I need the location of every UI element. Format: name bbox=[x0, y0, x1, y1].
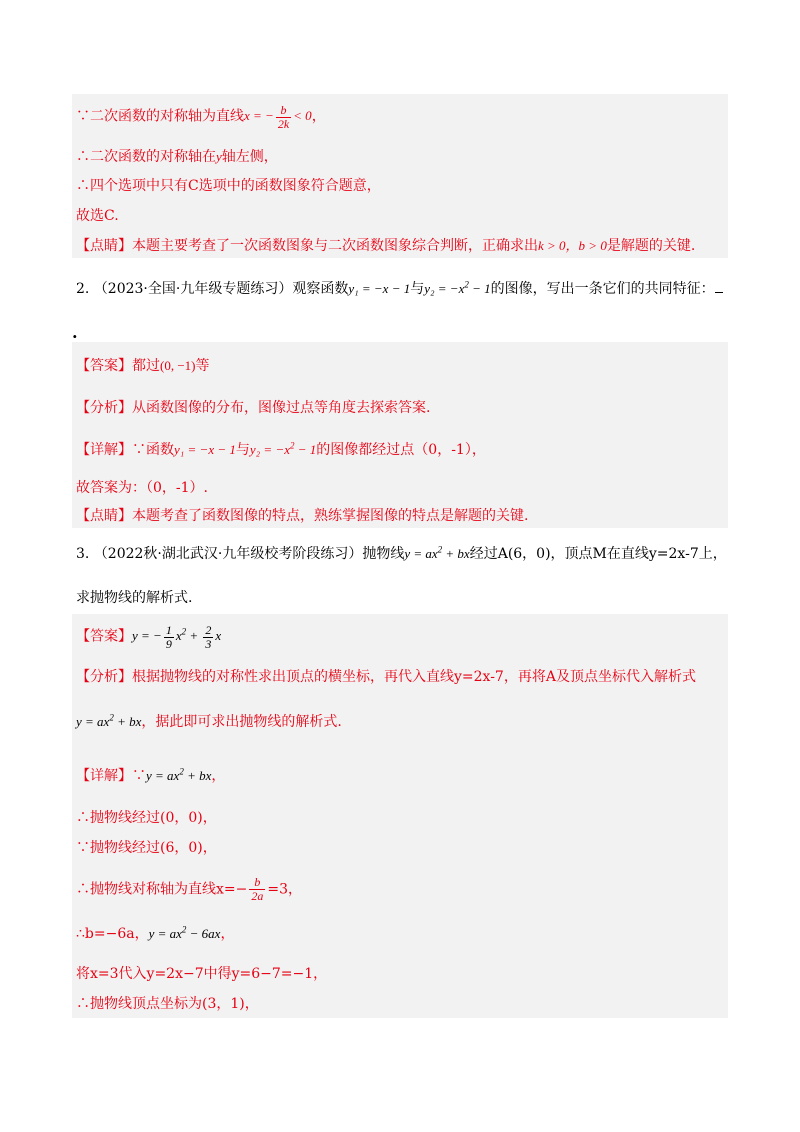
text: =3， bbox=[267, 881, 302, 898]
solution1-line1 bbox=[76, 104, 326, 131]
blank-end-dot: . bbox=[72, 323, 78, 342]
fraction-denominator: 3 bbox=[205, 637, 212, 651]
question3-stem bbox=[76, 544, 727, 564]
text: 经过A(6，0)，顶点M在直线y=2x-7上， bbox=[469, 546, 727, 562]
solution1-line3: ∴四个选项中只有C选项中的函数图象符合题意， bbox=[76, 178, 381, 194]
fraction-numerator: 2 bbox=[205, 623, 212, 637]
text: 的图像，写出一条它们的共同特征： bbox=[490, 281, 715, 297]
text: 【答案】都过 bbox=[76, 358, 160, 374]
formula-exponent: 2 bbox=[181, 627, 187, 638]
parabola bbox=[146, 768, 211, 783]
text: 等 bbox=[195, 358, 210, 374]
text: ， bbox=[220, 926, 235, 942]
text: ， bbox=[311, 108, 326, 125]
analysis3: 【分析】根据抛物线的对称性求出顶点的横坐标，再代入直线y=2x-7，再将A及顶点坐标代入解析式 bbox=[76, 669, 696, 685]
para-tail: + bx bbox=[442, 546, 470, 561]
para-tail: + bx bbox=[183, 768, 212, 783]
formula-part: y = − bbox=[132, 628, 162, 644]
text: 【详解】∵函数 bbox=[76, 442, 174, 458]
f2-tail: − 1 bbox=[468, 281, 491, 296]
text: 2. （2023·全国·九年级专题练习）观察函数 bbox=[76, 281, 349, 297]
comment2: 【点睛】本题考查了函数图像的特点，熟练掌握图像的特点是解题的关键. bbox=[76, 508, 529, 524]
text: 是解题的关键. bbox=[606, 238, 696, 254]
answer-formula bbox=[132, 623, 222, 651]
fraction bbox=[164, 624, 174, 651]
formula-part: y = ax bbox=[148, 926, 182, 941]
fraction-numerator: 1 bbox=[165, 623, 172, 637]
math-x-text: x = − bbox=[244, 108, 274, 124]
step3-2: ∵抛物线经过(6，0)， bbox=[76, 840, 217, 856]
formula-part: − 6ax bbox=[186, 926, 221, 941]
solution1-line4: 故选C. bbox=[76, 208, 119, 224]
para-exponent: 2 bbox=[437, 544, 443, 555]
f2-exponent: 2 bbox=[464, 279, 469, 290]
conclusion2: 故答案为：（0，-1）. bbox=[76, 480, 208, 496]
parabola bbox=[404, 546, 469, 561]
para-exponent: 2 bbox=[109, 712, 114, 723]
step3-5: 将x=3代入y=2x−7中得y=6−7=−1， bbox=[76, 966, 328, 982]
text: 【详解】∵ bbox=[76, 768, 146, 784]
function-1: y₁ = −x − 1 bbox=[348, 281, 411, 296]
fraction-denominator: 2k bbox=[277, 117, 290, 131]
fraction bbox=[203, 624, 213, 651]
text: ∴二次函数的对称轴在 bbox=[76, 149, 216, 165]
question2-stem bbox=[76, 278, 723, 299]
math-condition: k > 0，b > 0 bbox=[538, 238, 607, 253]
parabola-2 bbox=[149, 926, 221, 941]
text: ∴抛物线对称轴为直线x=− bbox=[76, 881, 248, 898]
f2-tail: − 1 bbox=[294, 442, 317, 457]
math-tail: < 0 bbox=[293, 108, 312, 124]
f2-exponent: 2 bbox=[290, 440, 295, 451]
text: 【答案】 bbox=[76, 628, 132, 645]
fraction bbox=[249, 876, 265, 903]
parabola bbox=[76, 714, 141, 729]
detail3 bbox=[76, 766, 225, 786]
formula-exponent: 2 bbox=[181, 924, 187, 935]
math-var: y bbox=[216, 149, 222, 164]
step3-1: ∴抛物线经过(0，0)， bbox=[76, 810, 217, 826]
answer2 bbox=[76, 356, 210, 376]
para-base: y = ax bbox=[76, 714, 110, 729]
formula-part: + bbox=[186, 628, 202, 644]
text: ∵二次函数的对称轴为直线 bbox=[76, 108, 244, 125]
fraction-denominator: 2a bbox=[251, 889, 264, 903]
step3-4 bbox=[76, 924, 234, 944]
analysis2: 【分析】从函数图像的分布，图像过点等角度去探索答案. bbox=[76, 400, 431, 416]
solution1-line2 bbox=[76, 147, 278, 167]
text: 的图像都经过点（0，-1）， bbox=[316, 442, 486, 458]
point: (0, −1) bbox=[160, 358, 196, 373]
para-base: y = ax bbox=[404, 546, 438, 561]
f2-base: y₂ = −x bbox=[249, 442, 290, 457]
text: 与 bbox=[235, 442, 250, 458]
fraction bbox=[276, 104, 291, 131]
solution1-comment bbox=[76, 236, 695, 256]
answer-blank bbox=[715, 278, 723, 293]
formula-part: x bbox=[175, 628, 182, 644]
detail2 bbox=[76, 440, 486, 460]
text: ，据此即可求出抛物线的解析式. bbox=[141, 714, 342, 730]
para-tail: + bx bbox=[113, 714, 142, 729]
text: 轴左侧， bbox=[221, 149, 278, 165]
text: ， bbox=[211, 768, 226, 784]
analysis3-line2 bbox=[76, 712, 342, 732]
formula-part: x bbox=[215, 628, 222, 644]
fraction-numerator: b bbox=[276, 104, 291, 118]
answer3 bbox=[76, 624, 221, 651]
step3-3 bbox=[76, 876, 302, 903]
step3-6: ∴抛物线顶点坐标为(3，1)， bbox=[76, 996, 259, 1012]
fraction-numerator: b bbox=[249, 876, 265, 890]
para-exponent: 2 bbox=[179, 766, 184, 777]
f2-base: y₂ = −x bbox=[424, 281, 465, 296]
text: 【点睛】本题主要考查了一次函数图象与二次函数图象综合判断，正确求出 bbox=[76, 238, 538, 254]
text: 与 bbox=[410, 281, 425, 297]
math-x bbox=[244, 103, 312, 131]
function-1: y₁ = −x − 1 bbox=[174, 442, 236, 457]
fraction-denominator: 9 bbox=[165, 637, 172, 651]
text: ∴b=−6a， bbox=[76, 926, 149, 942]
function-2 bbox=[250, 442, 316, 457]
text: 3. （2022秋·湖北武汉·九年级校考阶段练习）抛物线 bbox=[76, 546, 405, 562]
function-2 bbox=[424, 281, 490, 296]
question3-stem-2: 求抛物线的解析式. bbox=[76, 590, 193, 606]
para-base: y = ax bbox=[146, 768, 180, 783]
